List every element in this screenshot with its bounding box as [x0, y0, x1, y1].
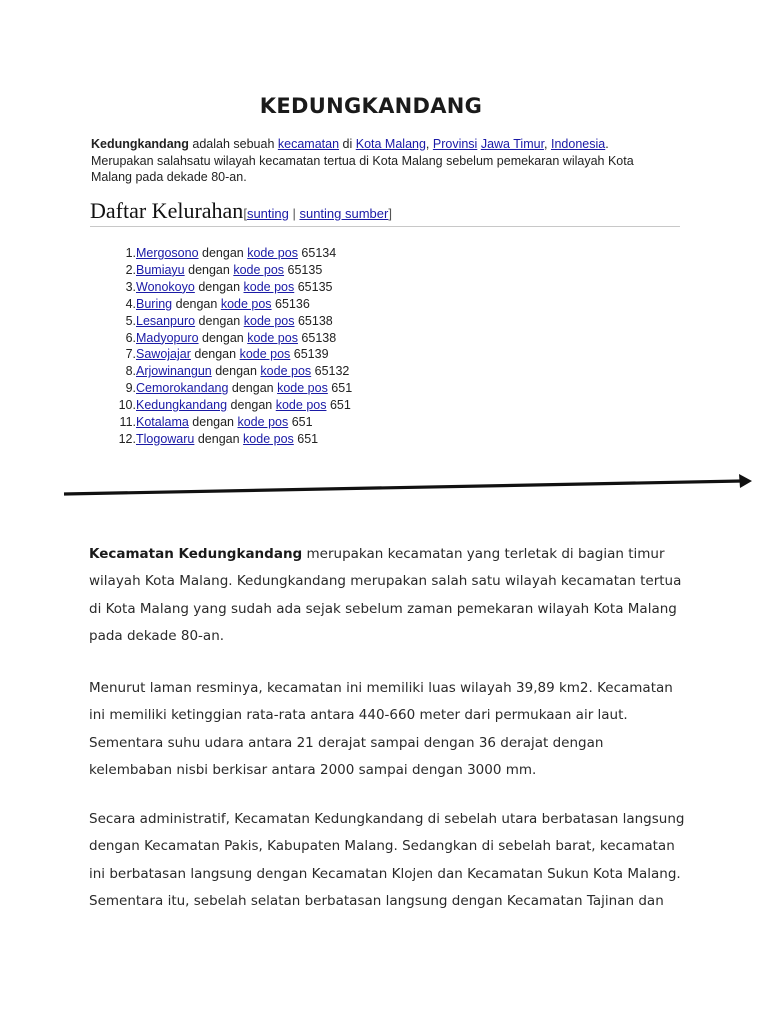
kelurahan-link[interactable]: Kedungkandang: [136, 398, 228, 413]
edit-source-link[interactable]: sunting sumber: [299, 206, 389, 221]
list-item: [112, 380, 352, 397]
list-item-text: [136, 296, 310, 313]
list-item-mid: dengan: [198, 330, 248, 345]
kode-pos-link[interactable]: kode pos: [277, 381, 328, 396]
kelurahan-link[interactable]: Kotalama: [136, 415, 189, 430]
list-item: [112, 346, 352, 363]
list-item: [112, 296, 352, 313]
link-indonesia[interactable]: Indonesia: [551, 137, 606, 151]
list-item: [112, 431, 352, 448]
list-item-text: [136, 380, 352, 397]
list-item-mid: dengan: [194, 431, 244, 446]
list-item: [112, 363, 352, 380]
list-item-number: 8.: [125, 364, 136, 379]
list-item-text: [136, 346, 329, 363]
list-item-number: 7.: [125, 347, 136, 362]
list-item-number: 5.: [125, 313, 136, 328]
kelurahan-link[interactable]: Wonokoyo: [136, 279, 195, 294]
list-item-mid: dengan: [198, 246, 248, 260]
kelurahan-link[interactable]: Madyopuro: [136, 330, 199, 345]
kode-pos-link[interactable]: kode pos: [243, 431, 294, 446]
paragraph-3: Secara administratif, Kecamatan Kedungkandang di sebelah utara berbatasan langsung dengan Kecamatan Pakis, Kabupaten Malang. Sedangkan di sebelah barat, kecamatan ini berbatasan langsung dengan Kecamatan Klojen dan Kecamatan Sukun Kota Malang. Sementara itu, sebelah selatan berbatasan langsung dengan Kecamatan Tajinan dan: [89, 811, 685, 909]
kelurahan-list: [112, 245, 352, 448]
list-item-number: 12.: [118, 431, 136, 446]
list-item: [112, 262, 352, 279]
arrow-head-icon: [739, 474, 752, 488]
list-item-number: 4.: [125, 296, 136, 311]
list-item-text: [136, 245, 336, 262]
list-item-text: [136, 431, 318, 448]
section-heading-text: Daftar Kelurahan: [90, 198, 244, 223]
intro-text: di: [339, 137, 356, 151]
intro-line-2: Merupakan salahsatu wilayah kecamatan tertua di Kota Malang sebelum pemekaran wilayah Kota Malang pada dekade 80-an.: [91, 153, 634, 184]
postal-code: 65139: [290, 347, 329, 362]
paragraph-2: Menurut laman resminya, kecamatan ini memiliki luas wilayah 39,89 km2. Kecamatan ini memiliki ketinggian rata-rata antara 440-660 meter dari permukaan air laut. Sementara suhu udara antara 21 derajat sampai dengan 36 derajat dengan kelembaban nisbi berkisar antara 2000 sampai dengan 3000 mm.: [89, 680, 673, 778]
edit-separator: |: [288, 206, 300, 221]
kode-pos-link[interactable]: kode pos: [243, 279, 295, 294]
intro-bold-term: Kedungkandang: [91, 137, 189, 151]
list-item-mid: dengan: [227, 398, 276, 413]
bracket-open: [: [243, 206, 247, 221]
kelurahan-link[interactable]: Bumiayu: [136, 262, 185, 277]
list-item-number: 6.: [125, 330, 136, 345]
list-item-text: [136, 313, 333, 330]
kelurahan-link[interactable]: Arjowinangun: [136, 364, 212, 379]
link-kecamatan[interactable]: kecamatan: [277, 137, 340, 151]
paragraph-1: [89, 541, 689, 650]
intro-text: adalah sebuah: [188, 137, 278, 151]
list-item-text: [136, 330, 336, 347]
paragraph-1-bold: Kecamatan Kedungkandang: [89, 546, 303, 562]
list-item-text: [136, 414, 313, 431]
arrow-divider: [60, 470, 760, 510]
link-jawa-timur[interactable]: Jawa Timur: [480, 137, 545, 151]
postal-code: 651: [326, 398, 351, 413]
list-item-text: [136, 397, 351, 414]
bracket-close: ]: [388, 206, 392, 221]
postal-code: 65136: [271, 296, 310, 311]
list-item-text: [136, 262, 322, 279]
section-heading: [90, 198, 680, 227]
kelurahan-link[interactable]: Cemorokandang: [136, 381, 229, 396]
kelurahan-link[interactable]: Buring: [136, 296, 173, 311]
intro-text: ,: [544, 137, 551, 151]
list-item-number: 11.: [119, 415, 136, 430]
list-item-mid: dengan: [195, 313, 244, 328]
list-item-number: 2.: [125, 262, 136, 277]
list-item-mid: dengan: [190, 347, 240, 362]
list-item-number: 10.: [118, 398, 136, 413]
intro-text: ,: [425, 137, 433, 151]
list-item: [112, 330, 352, 347]
list-item: [112, 313, 352, 330]
postal-code: 65134: [297, 246, 337, 260]
edit-link[interactable]: sunting: [246, 206, 289, 221]
page-title: KEDUNGKANDANG: [259, 94, 483, 118]
edit-links: [243, 206, 392, 221]
kode-pos-link[interactable]: kode pos: [233, 262, 285, 277]
postal-code: 651: [327, 381, 353, 396]
list-item: [112, 397, 352, 414]
kode-pos-link[interactable]: kode pos: [220, 296, 272, 311]
postal-code: 65138: [294, 313, 333, 328]
kode-pos-link[interactable]: kode pos: [239, 347, 291, 362]
list-item-mid: dengan: [228, 381, 278, 396]
kode-pos-link[interactable]: kode pos: [247, 330, 298, 345]
list-item-mid: dengan: [172, 296, 221, 311]
intro-text: .: [605, 137, 609, 151]
kode-pos-link[interactable]: kode pos: [247, 246, 298, 260]
link-kota-malang[interactable]: Kota Malang: [355, 137, 426, 151]
kode-pos-link[interactable]: kode pos: [237, 415, 289, 430]
list-item: [112, 414, 352, 431]
postal-code: 651: [288, 415, 313, 430]
list-item-mid: dengan: [188, 415, 238, 430]
kelurahan-link[interactable]: Sawojajar: [136, 347, 191, 362]
list-item: [112, 279, 352, 296]
postal-code: 65138: [297, 330, 337, 345]
list-item-mid: dengan: [184, 262, 234, 277]
kelurahan-link[interactable]: Mergosono: [136, 246, 199, 260]
intro-paragraph: [91, 136, 671, 186]
postal-code: 65135: [284, 262, 323, 277]
kelurahan-link[interactable]: Tlogowaru: [136, 431, 195, 446]
paragraph-1-text: merupakan kecamatan yang terletak di bagian timur wilayah Kota Malang. Kedungkandang merupakan salah satu wilayah kecamatan tertua di Kota Malang yang sudah ada sejak sebelum zaman pemekaran wilayah Kota Malang pada dekade 80-an.: [89, 546, 682, 644]
list-item-number: 9.: [125, 381, 136, 396]
postal-code: 65132: [311, 364, 350, 379]
list-item-number: 1.: [125, 246, 136, 260]
list-item-text: [136, 279, 332, 296]
arrow-line: [64, 481, 742, 494]
postal-code: 65135: [294, 279, 333, 294]
list-item-text: [136, 363, 349, 380]
list-item: [112, 245, 352, 262]
list-item-mid: dengan: [211, 364, 261, 379]
postal-code: 651: [293, 431, 319, 446]
kode-pos-link[interactable]: kode pos: [243, 313, 295, 328]
kode-pos-link[interactable]: kode pos: [275, 398, 327, 413]
list-item-number: 3.: [125, 279, 136, 294]
kelurahan-link[interactable]: Lesanpuro: [136, 313, 196, 328]
link-provinsi[interactable]: Provinsi: [432, 137, 478, 151]
list-item-mid: dengan: [194, 279, 244, 294]
kode-pos-link[interactable]: kode pos: [260, 364, 312, 379]
